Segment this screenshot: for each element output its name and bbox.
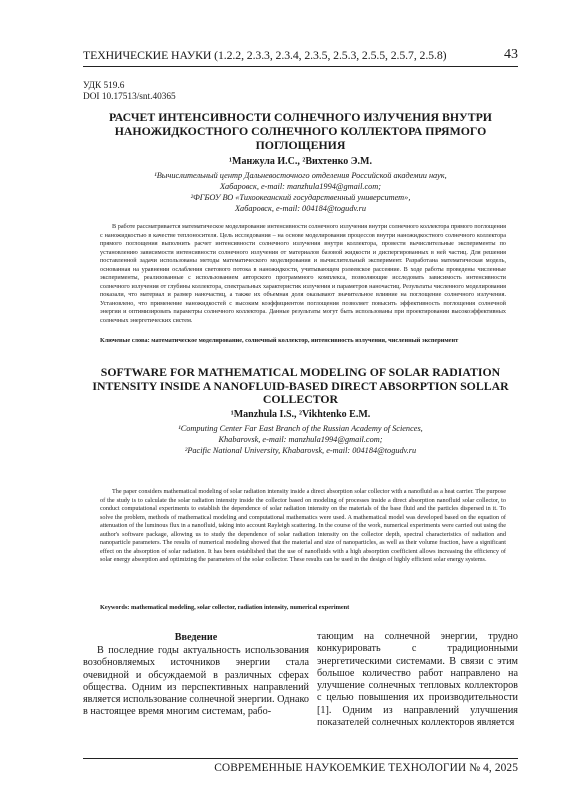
keywords-ru: Ключевые слова: математическое моделирование, солнечный коллектор, интенсивность излучения, численный эксперимент (100, 337, 459, 344)
section-heading-introduction: Введение (174, 632, 218, 643)
keywords-en: Keywords: mathematical modeling, solar collector, radiation intensity, numerical experiment (100, 604, 350, 611)
authors-en: ¹Manzhula I.S., ²Vikhtenko E.M. (230, 409, 371, 420)
body-column-left: В последние годы актуальность использования возобновляемых источников энергии стала очевидной и обсуждаемой в различных сферах общества. Одним из перспективных направлений является использование солнечной энергии. Однако в настоящее время многим системам, рабо- (83, 645, 309, 718)
abstract-ru: В работе рассматривается математическое моделирование интенсивности солнечного излучения внутри солнечного коллектора прямого поглощения с наножидкостью в качестве теплоносителя. Цель исследования – на основе моделирования процессов внутри наножидкостного солнечного коллектора прямого поглощения выполнить расчет интенсивности солнечного излучения внутри коллектора, провести вычислительные эксперименты по установлению зависимости интенсивности солнечного излучения от материалов базовой жидкости и диспергированных в ней частиц. Для решения поставленной задачи использованы методы математического моделирования и вычислительный эксперимент. Разработана математическая модель, основанная на уравнении ослабления светового потока в наножидкости, учитывающем рэлеевское рассеяние. В ходе работы проведены численные эксперименты, реализованные с использованием авторского программного комплекса, позволяющие исследовать зависимость интенсивности солнечного излучения от глубины коллектора, спектральных характеристик излучения и параметров наночастиц. Результаты численного моделирования показали, что материал и размер наночастиц, а также их объемная доля оказывают значительное влияние на поглощение солнечного излучения. Установлено, что применение наножидкостей с высоким коэффициентом поглощения позволяет повысить эффективность поглощения солнечной энергии и оптимизировать параметры солнечного коллектора. Данные результаты могут быть использованы при проектировании высокоэффективных солнечных энергетических систем. (100, 223, 506, 324)
affiliation-2-line-1: ²ФГБОУ ВО «Тихоокеанский государственный университет», (190, 193, 411, 202)
article-title-ru: РАСЧЕТ ИНТЕНСИВНОСТИ СОЛНЕЧНОГО ИЗЛУЧЕНИЯ ВНУТРИ НАНОЖИДКОСТНОГО СОЛНЕЧНОГО КОЛЛЕКТОРА ПРЯМОГО ПОГЛОЩЕНИЯ (109, 110, 492, 152)
affiliation-1-line-2: Khabarovsk, e-mail: manzhula1994@gmail.com; (218, 435, 383, 444)
affiliation-2-line-2: Хабаровск, e-mail: 004184@togudv.ru (234, 204, 366, 213)
affiliations-ru (83, 170, 518, 214)
authors-ru: ¹Манжула И.С., ²Вихтенко Э.М. (229, 156, 372, 167)
body-column-right: тающим на солнечной энергии, трудно конкурировать с традиционными энергетическими системами. В связи с этим большое количество работ направлено на улучшение солнечных тепловых коллекторов с целью повышения их производительности [1]. Одним из направлений улучшения показателей солнечных коллекторов является (317, 631, 518, 729)
article-meta (83, 81, 176, 103)
running-header (83, 44, 518, 67)
page-number: 43 (504, 47, 518, 62)
abstract-en: The paper considers mathematical modeling of solar radiation intensity inside a direct absorption solar collector with a nanofluid as a heat carrier. The purpose of the study is to calculate the solar radiation intensity inside the collector based on modeling of processes inside a direct absorption nanofluid solar collector, to conduct computational experiments to establish the dependence of solar radiation intensity on the materials of the base fluid and the particles dispersed in it. To solve the problem, methods of mathematical modeling and computational mathematics were used. A mathematical model was developed based on the equation of attenuation of the luminous flux in a nanofluid, taking into account Rayleigh scattering. In the course of the work, numerical experiments were carried out using the author's software package, allowing us to study the dependence of solar radiation intensity on the collector depth, spectral characteristics of radiation and nanoparticle parameters. The results of numerical modeling showed that the material and size of nanoparticles, as well as their volume fraction, have a significant effect on the absorption of solar radiation. It has been established that the use of nanofluids with a high absorption coefficient allows increasing the efficiency of solar energy absorption and optimizing the parameters of the solar collector. These results can be used in the design of highly efficient solar energy systems. (100, 488, 506, 563)
affiliation-2-line-1: ²Pacific National University, Khabarovsk, e-mail: 004184@togudv.ru (184, 446, 417, 455)
affiliation-1-line-1: ¹Computing Center Far East Branch of the Russian Academy of Sciences, (178, 424, 423, 433)
doi: DOI 10.17513/snt.40365 (83, 92, 176, 102)
article-title-en: SOFTWARE FOR MATHEMATICAL MODELING OF SOLAR RADIATION INTENSITY INSIDE A NANOFLUID-BASED DIRECT ABSORPTION SOLLAR COLLECTOR (92, 365, 509, 406)
affiliation-1-line-1: ¹Вычислительный центр Дальневосточного отделения Российской академии наук, (154, 171, 447, 180)
running-footer: СОВРЕМЕННЫЕ НАУКОЕМКИЕ ТЕХНОЛОГИИ № 4, 2025 (83, 758, 518, 774)
affiliations-en (83, 423, 518, 456)
section-title: ТЕХНИЧЕСКИЕ НАУКИ (1.2.2, 2.3.3, 2.3.4, 2.3.5, 2.5.3, 2.5.5, 2.5.7, 2.5.8) (83, 48, 447, 62)
affiliation-1-line-2: Хабаровск, e-mail: manzhula1994@gmail.com; (219, 182, 382, 191)
udk-code: УДК 519.6 (83, 81, 125, 91)
